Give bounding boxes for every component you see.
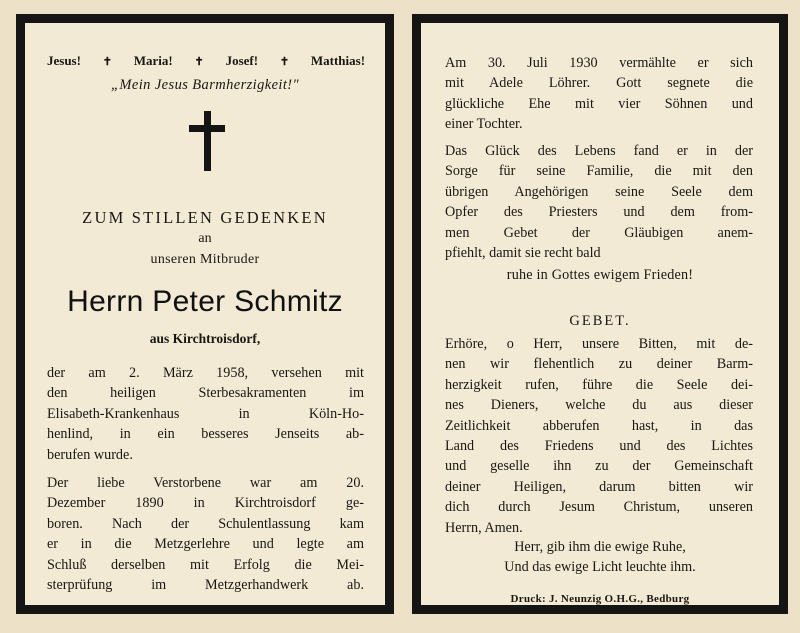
invocation-line [47, 53, 365, 69]
invocation-maria: Maria! [133, 53, 173, 68]
text-line: herzigkeit rufen, führe die Seele dei- [445, 376, 753, 393]
text-line: Zeitlichkeit abberufen hast, in das [445, 417, 753, 434]
latin-cross-icon [189, 111, 225, 171]
card-left-panel [16, 14, 394, 614]
prayer-heading: GEBET. [569, 313, 631, 329]
text-line: berufen wurde. [47, 446, 133, 463]
relation-text: unseren Mitbruder [150, 252, 260, 267]
text-line: den heiligen Sterbesakramenten im [47, 385, 364, 402]
text-line: er in die Metzgerlehre und legte am [47, 536, 364, 553]
text-line: nes Dieners, welche du aus dieser [445, 397, 753, 414]
text-line: deiner Heiligen, darum bitten wir [445, 478, 753, 495]
text-line: Am 30. Juli 1930 vermählte er sich [445, 55, 753, 71]
small-cross-icon: ✝ [194, 56, 204, 68]
text-line: Der liebe Verstorbene war am 20. [47, 475, 364, 491]
marriage-paragraph [445, 53, 753, 135]
origin-text: aus Kirchtroisdorf, [149, 331, 261, 346]
text-line: einer Tochter. [445, 116, 523, 133]
family-paragraph [445, 141, 753, 263]
rest-line: ruhe in Gottes ewigem Frieden! [506, 267, 694, 283]
small-cross-icon: ✝ [102, 56, 112, 68]
text-line: Land des Friedens und des Lichtes [445, 438, 753, 455]
text-line: sterprüfung im Metzgerhandwerk ab. [47, 577, 364, 594]
text-line: dich durch Jesum Christum, unseren [445, 499, 753, 516]
memorial-heading: ZUM STILLEN GEDENKEN [82, 208, 328, 227]
text-line: Herrn, Amen. [445, 519, 523, 536]
text-line: pfiehlt, damit sie recht bald [445, 245, 601, 262]
invocation-matthias: Matthias! [310, 53, 366, 68]
biography-paragraph [47, 473, 364, 595]
preposition-an: an [198, 231, 212, 246]
death-paragraph [47, 363, 364, 465]
text-line: Elisabeth-Krankenhaus in Köln-Ho- [47, 405, 364, 422]
invocation-josef: Josef! [225, 53, 259, 68]
text-line: Schluß derselben mit Erfolg die Mei- [47, 556, 364, 573]
invocation-jesus: Jesus! [47, 53, 81, 68]
text-line: Sorge für seine Familie, die mit den [445, 163, 753, 180]
text-line: boren. Nach der Schulentlassung kam [47, 515, 364, 532]
text-line: Erhöre, o Herr, unsere Bitten, mit de- [445, 336, 753, 352]
card-right-panel [412, 14, 788, 614]
text-line: Dezember 1890 in Kirchtroisdorf ge- [47, 495, 364, 512]
text-line: Das Glück des Lebens fand er in der [445, 143, 753, 159]
closing-line: Herr, gib ihm die ewige Ruhe, [514, 539, 686, 555]
closing-line: Und das ewige Licht leuchte ihm. [504, 559, 696, 575]
text-line: und geselle ihn zu der Gemeinschaft [445, 458, 753, 475]
text-line: Opfer des Priesters und dem from- [445, 204, 753, 221]
motto: „Mein Jesus Barmherzigkeit!" [110, 77, 300, 93]
deceased-name: Herrn Peter Schmitz [67, 285, 343, 318]
prayer-paragraph [445, 334, 753, 538]
small-cross-icon: ✝ [279, 56, 290, 68]
text-line: glückliche Ehe mit vier Söhnen und [445, 95, 753, 112]
text-line: übrigen Angehörigen seine Seele dem [445, 183, 753, 200]
text-line: der am 2. März 1958, versehen mit [47, 365, 364, 381]
text-line: henlind, in ein besseres Jenseits ab- [47, 426, 364, 443]
text-line: men Gebet der Gläubigen anem- [445, 224, 753, 241]
text-line: nen wir flehentlich zu deiner Barm- [445, 356, 753, 373]
printer-imprint: Druck: J. Neunzig O.H.G., Bedburg [510, 593, 690, 605]
text-line: mit Adele Löhrer. Gott segnete die [445, 75, 753, 92]
